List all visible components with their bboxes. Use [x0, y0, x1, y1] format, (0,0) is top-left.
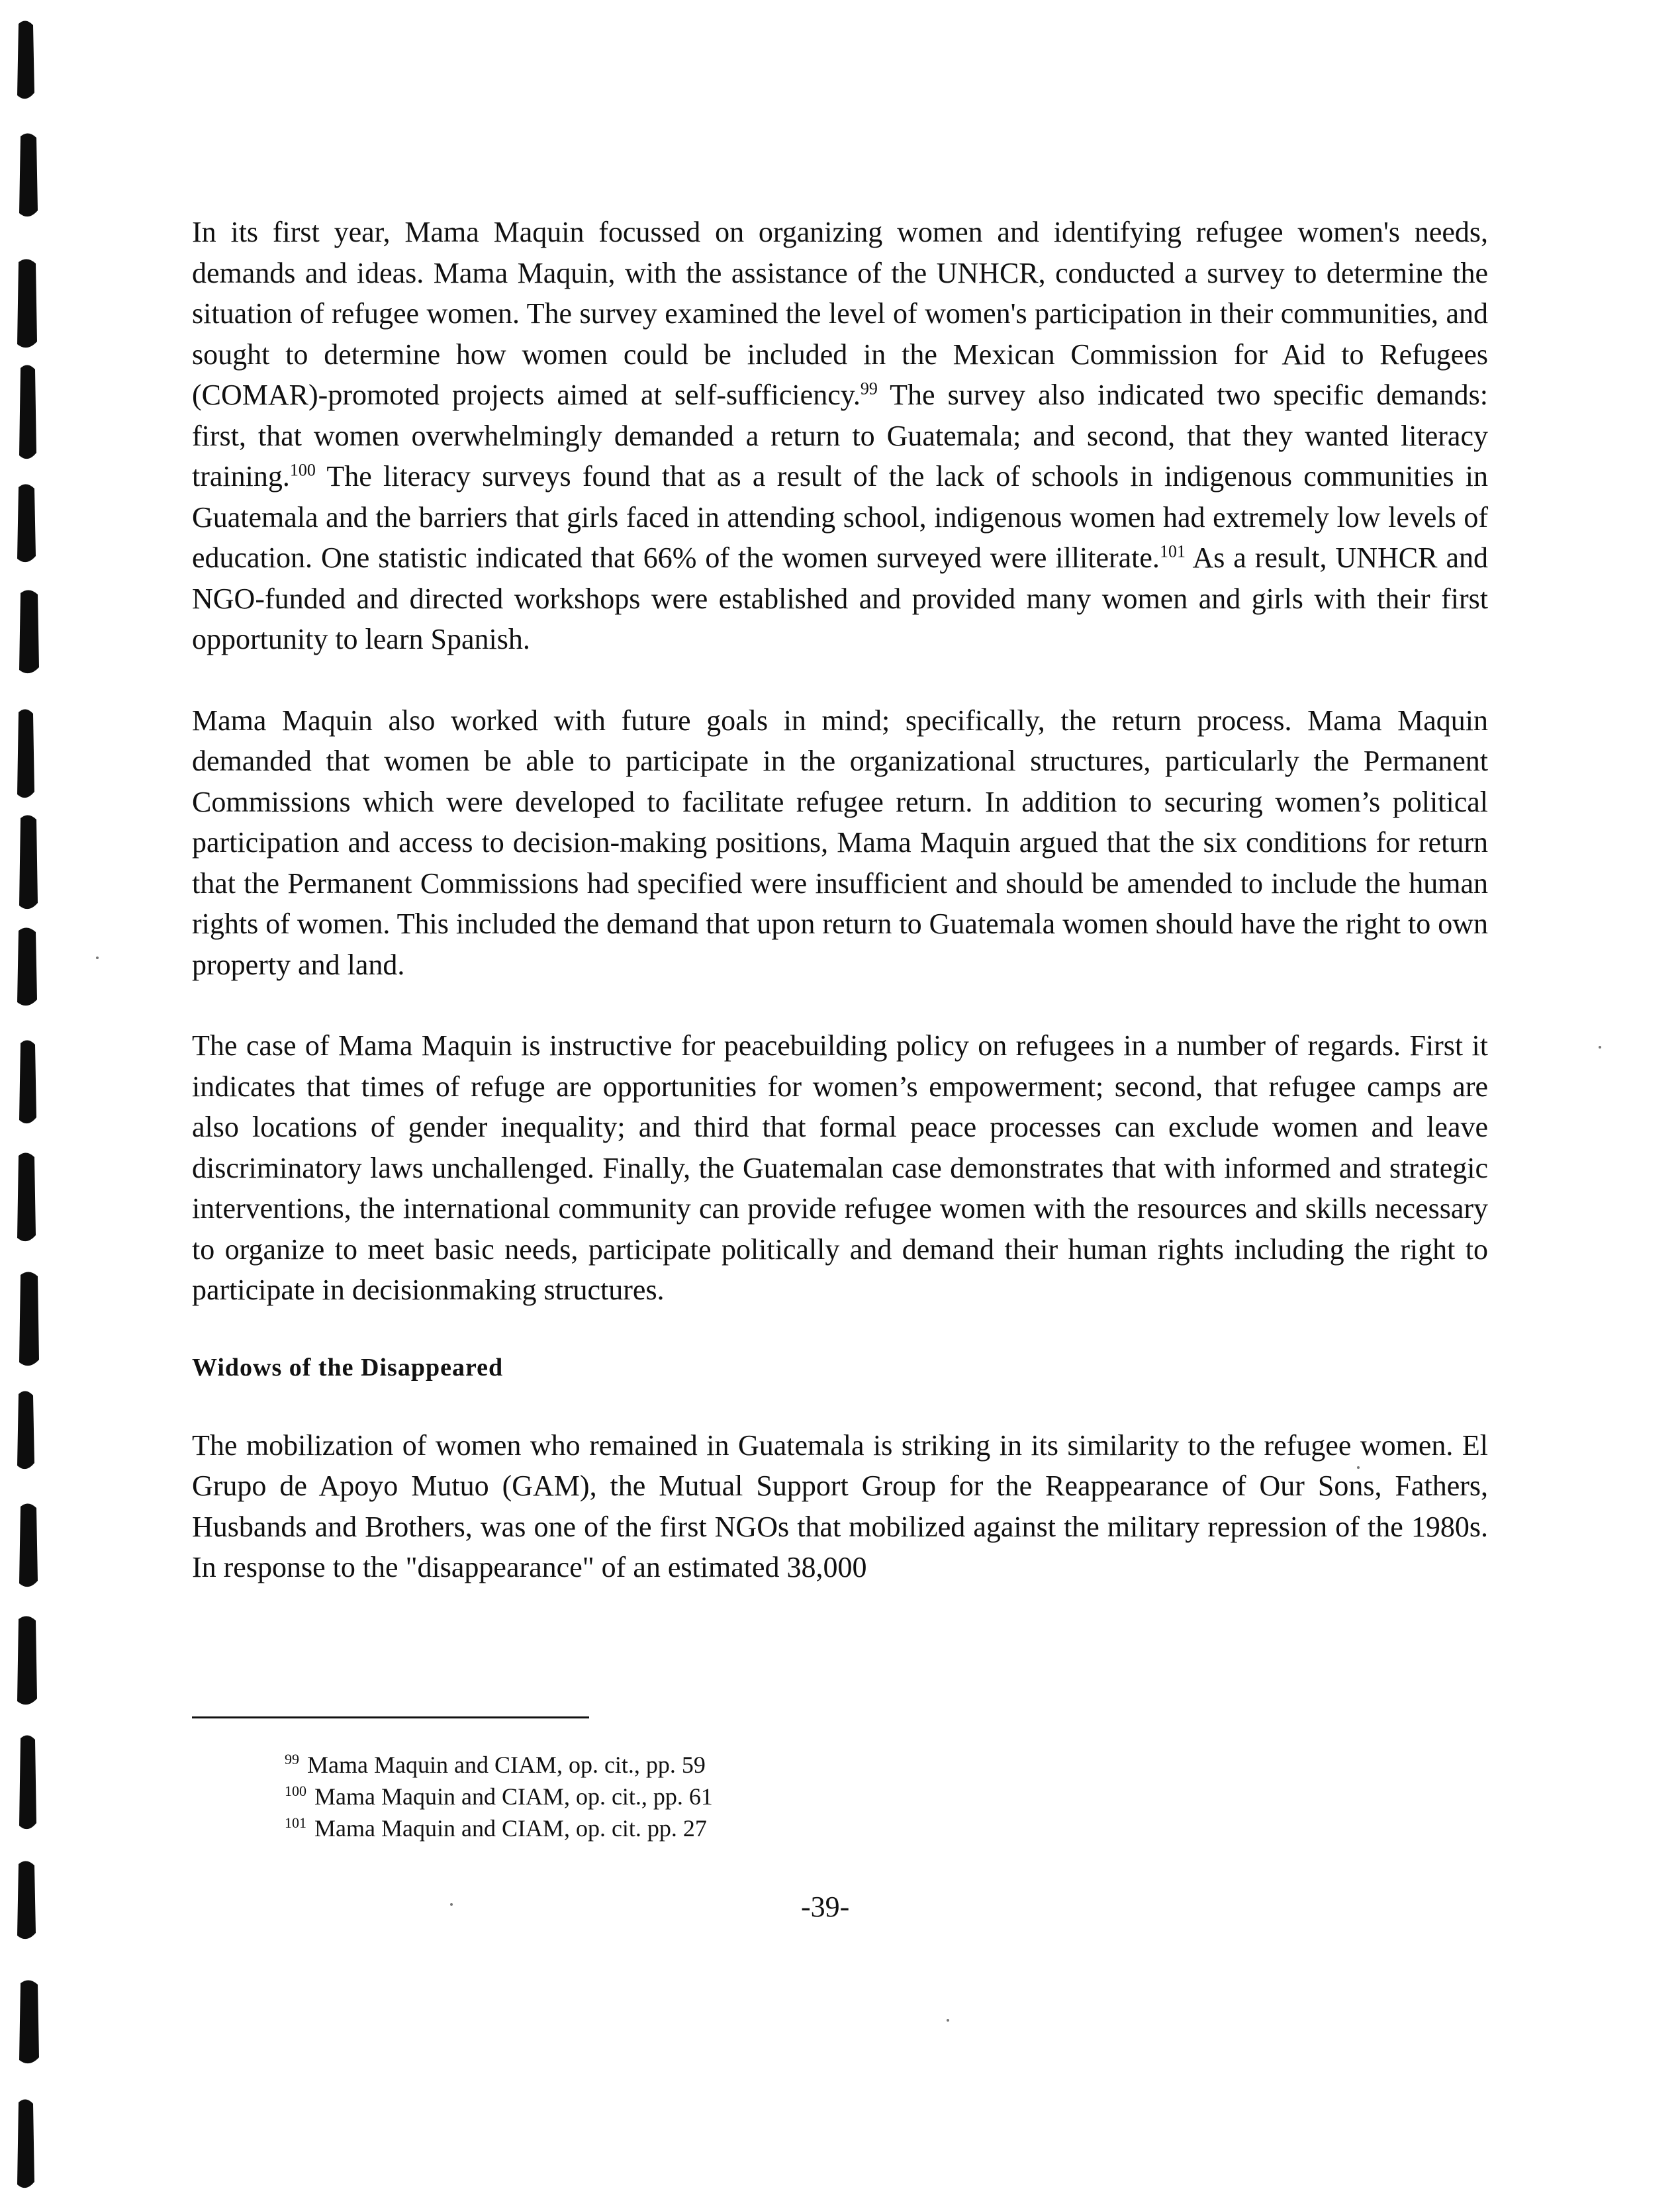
binding-hole-mark [19, 133, 38, 216]
paragraph-text: Mama Maquin also worked with future goals in mind; specifically, the return process. Mama Maquin demanded that women be able to participate in the organizational structures, particularly the Permanent Commissions which were developed to facilitate refugee return. In addition to securing women’s political participation and access to decision-making positions, Mama Maquin argued that the six conditions for return that the Permanent Commissions had specified were insufficient and should be amended to include the human rights of women. This included the demand that upon return to Guatemala women should have the right to own property and land. [192, 704, 1488, 981]
footnotes [285, 1749, 1211, 1844]
binding-hole-mark [19, 1980, 39, 2063]
scan-speck [450, 1903, 453, 1906]
paragraph-text: The case of Mama Maquin is instructive for peacebuilding policy on refugees in a number of regards. First it indicates that times of refuge are opportunities for women’s empowerment; second, that refugee camps are also locations of gender inequality; and third that formal peace processes can exclude women and leave discriminatory laws unchallenged. Finally, the Guatemalan case demonstrates that with informed and strategic interventions, the international community can provide refugee women with the resources and skills necessary to organize to meet basic needs, participate politically and demand their human rights including the right to participate in decisionmaking structures. [192, 1029, 1488, 1306]
binding-marks-drawing [0, 0, 73, 2201]
footnote-101 [285, 1812, 1211, 1844]
binding-hole-mark [19, 1272, 39, 1366]
binding-hole-mark [17, 484, 36, 562]
paragraph [192, 1425, 1488, 1588]
binding-hole-mark [19, 365, 36, 459]
binding-hole-mark [19, 1040, 36, 1123]
footnote-reference: 100 [289, 460, 316, 480]
document-page [192, 212, 1488, 1628]
body-text [192, 212, 1488, 1311]
footnote-reference: 101 [1159, 541, 1186, 561]
binding-hole-mark [17, 709, 34, 798]
footnote-reference: 99 [860, 379, 878, 398]
binding-hole-mark [17, 21, 34, 99]
binding-hole-mark [19, 815, 38, 909]
final-paragraph [192, 1425, 1488, 1588]
footnote-number: 99 [285, 1751, 299, 1767]
binding-hole-mark [17, 259, 37, 348]
section-heading: Widows of the Disappeared [192, 1353, 504, 1381]
scan-speck [96, 957, 99, 959]
binding-marks [0, 0, 73, 2201]
footnote-text: Mama Maquin and CIAM, op. cit. pp. 27 [314, 1815, 707, 1842]
scan-speck [947, 2019, 949, 2022]
paragraph-text: The survey also indicated two specific demands: first, that women overwhelmingly demanded a return to Guatemala; and second, that they wanted literacy training. [192, 379, 1489, 492]
page-number: -39- [801, 1891, 850, 1923]
binding-hole-mark [17, 1861, 36, 1939]
footnote-text: Mama Maquin and CIAM, op. cit., pp. 61 [314, 1783, 713, 1810]
footnote-number: 101 [285, 1814, 306, 1831]
binding-hole-mark [17, 1391, 34, 1469]
paragraph [192, 1025, 1488, 1311]
binding-hole-mark [17, 1152, 36, 1241]
footnote-rule [192, 1716, 589, 1718]
paragraph [192, 700, 1488, 986]
scan-speck [1599, 1046, 1601, 1049]
scan-speck [1357, 1466, 1360, 1469]
paragraph-text: The mobilization of women who remained in Guatemala is striking in its similarity to the refugee women. El Grupo de Apoyo Mutuo (GAM), the Mutual Support Group for the Reappearance of Our Sons, Fathers, Husbands and Brothers, was one of the first NGOs that mobilized against the military repression of the 1980s. In response to the "disappearance" of an estimated 38,000 [192, 1428, 1488, 1583]
paragraph-text: As a result, UNHCR and NGO-funded and directed workshops were established and provided many women and girls with their first opportunity to learn Spanish. [192, 541, 1488, 655]
binding-hole-mark [19, 590, 39, 673]
binding-hole-mark [17, 1616, 37, 1705]
paragraph [192, 212, 1488, 660]
footnote-text: Mama Maquin and CIAM, op. cit., pp. 59 [307, 1752, 706, 1778]
paragraph-text: In its first year, Mama Maquin focussed on organizing women and identifying refugee women's needs, demands and ideas. Mama Maquin, with the assistance of the UNHCR, conducted a survey to determine the situation of refugee women. The survey examined the level of women's participation in their communities, and sought to determine how women could be included in the Mexican Commission for Aid to Refugees (COMAR)-promoted projects aimed at self-sufficiency. [192, 216, 1488, 411]
paragraph-text: The literacy surveys found that as a result of the lack of schools in indigenous communities in Guatemala and the barriers that girls faced in attending school, indigenous women had extremely low levels of education. One statistic indicated that 66% of the women surveyed were illiterate. [192, 460, 1488, 574]
footnote-100 [285, 1781, 1211, 1812]
footnote-99 [285, 1749, 1211, 1781]
binding-hole-mark [17, 927, 37, 1006]
binding-hole-mark [19, 1735, 36, 1829]
binding-hole-mark [17, 2099, 34, 2188]
footnote-number: 100 [285, 1783, 306, 1799]
binding-hole-mark [19, 1503, 38, 1587]
